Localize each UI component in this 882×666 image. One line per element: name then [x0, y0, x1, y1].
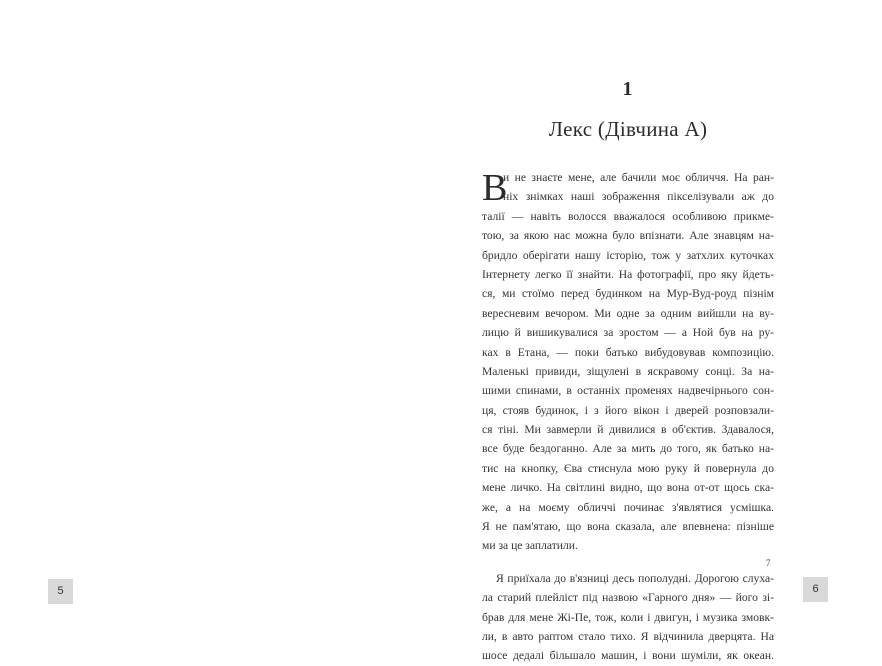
- page-number-badge-left[interactable]: 5: [48, 579, 73, 604]
- text-line: ця, стояв будинок, і з його вікон і дверей розповзали-: [482, 403, 774, 417]
- text-line: ли, в авто раптом стало тихо. Я відчинила дверцята. На: [482, 629, 774, 643]
- text-line: Я не пам'ятаю, що вона сказала, але впевнена: пізніше: [482, 520, 774, 534]
- text-line: лицю й вишикувалися за зростом — а Ной був на ру-: [482, 326, 774, 340]
- text-line: тою, за якою нас можна було впізнати. Але знавцям на-: [482, 229, 774, 243]
- text-line: же, а на моєму обличчі починає з'являтися усмішка.: [482, 500, 774, 514]
- text-line: мене личко. На світлині видно, що вона от-от щось ска-: [482, 481, 774, 495]
- text-line: Я приїхала до в'язниці десь пополудні. Дорогою слуха-: [496, 571, 774, 585]
- text-line: и не знаєте мене, але бачили моє обличчя. На ран-: [503, 171, 774, 184]
- page-folio: 7: [766, 558, 771, 568]
- body-text: [482, 168, 774, 666]
- text-line: бридло оберігати нашу історію, тож у затхлих куточках: [482, 248, 774, 262]
- text-line: шими спинами, в останніх променях надвечірнього сон-: [482, 384, 774, 398]
- text-line: Інтернету легко її знайти. На фотографії, про яку йдеть-: [482, 267, 774, 281]
- text-line: ках в Етана, — поки батько вибудовував композицію.: [482, 345, 774, 359]
- text-line: ся, ми стоїмо перед будинком на Мур-Вуд-роуд пізнім: [482, 287, 774, 301]
- drop-cap: В: [482, 167, 508, 209]
- chapter-title: Лекс (Дівчина А): [548, 117, 708, 141]
- paragraph-2: [482, 569, 774, 666]
- text-line: ла старий плейліст під назвою «Гарного дня» — його зі-: [482, 591, 774, 605]
- text-line: ся тіні. Ми завмерли й дивилися в об'єктив. Здавалося,: [482, 423, 774, 437]
- text-line: брав для мене Жі-Пе, тож, коли і двигун, і музика змовк-: [482, 610, 774, 624]
- text-line: ніх знімках наші зображення пікселізували аж до: [503, 190, 774, 204]
- text-line: талії — навіть волосся вважалося особливою прикме-: [482, 209, 774, 223]
- text-line: Маленькі привиди, зіщулені в яскравому сонці. За на-: [482, 364, 774, 378]
- text-line: вересневим вечором. Ми одне за одним вийшли на ву-: [482, 306, 774, 320]
- chapter-number: 1: [622, 78, 634, 100]
- text-line: все буде бездоганно. Але за мить до того, як батько на-: [482, 442, 774, 456]
- text-line: ми за це заплатили.: [482, 539, 578, 553]
- text-line: шосе дедалі більшало машин, і вони шуміли, як океан.: [482, 649, 774, 663]
- page-number-badge-right[interactable]: 6: [803, 577, 828, 602]
- paragraph-1: [482, 168, 774, 556]
- text-line: тис на кнопку, Єва стиснула мою руку й повернула до: [482, 461, 774, 475]
